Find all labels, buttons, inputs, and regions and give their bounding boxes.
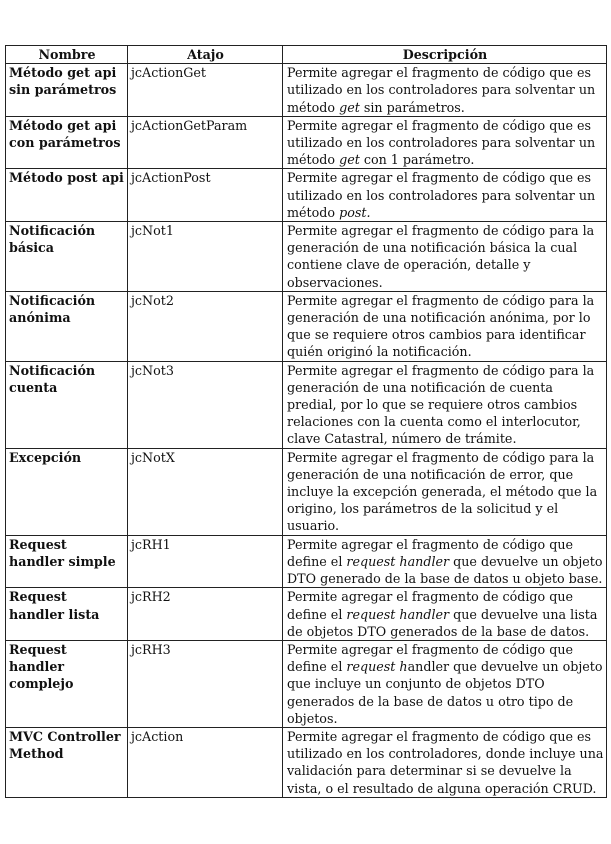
row-description	[283, 640, 607, 727]
table-row	[6, 727, 607, 797]
table-row	[6, 588, 607, 641]
description-italic-text: request handler	[346, 553, 450, 569]
description-text: Permite agregar el fragmento de código que es utilizado en los controladores para solventar un método	[287, 117, 596, 168]
table-row	[6, 169, 607, 222]
row-description	[283, 727, 607, 797]
row-name: Método get api sin parámetros	[6, 64, 128, 117]
row-shortcut: jcAction	[128, 727, 283, 797]
row-name: Notificación cuenta	[6, 361, 128, 448]
table-row	[6, 361, 607, 448]
row-shortcut: jcActionGetParam	[128, 116, 283, 169]
row-description	[283, 222, 607, 292]
table-row	[6, 116, 607, 169]
row-description	[283, 116, 607, 169]
description-text: que devuelve un objeto DTO generado de la base de datos u objeto base.	[287, 553, 603, 587]
row-name: Request handler complejo	[6, 640, 128, 727]
description-text: Permite agregar el fragmento de código para la generación de una notificación de error, que incluye la excepción generada, el método que la origino, los parámetros de la solicitud y el usuario.	[287, 449, 598, 534]
snippets-table	[5, 45, 607, 798]
row-description	[283, 169, 607, 222]
description-text: Permite agregar el fragmento de código que es utilizado en los controladores para solventar un método	[287, 170, 596, 220]
header-shortcut: Atajo	[128, 46, 283, 64]
row-description	[283, 291, 607, 361]
header-row	[6, 46, 607, 64]
description-text: Permite agregar el fragmento de código para la generación de una notificación de cuenta predial, por lo que se requiere otros cambios relaciones con la cuenta como el interlocutor, clave Catastral, número de trámite.	[287, 362, 595, 447]
description-text: Permite agregar el fragmento de código que define el	[287, 589, 574, 622]
table-row	[6, 535, 607, 588]
description-italic-text: get	[339, 99, 360, 115]
row-shortcut: jcRH3	[128, 640, 283, 727]
description-italic-text: request handler	[346, 606, 450, 622]
row-shortcut: jcActionGet	[128, 64, 283, 117]
table-row	[6, 291, 607, 361]
row-description	[283, 64, 607, 117]
row-shortcut: jcRH1	[128, 535, 283, 588]
row-name: Notificación anónima	[6, 291, 128, 361]
row-name: Método post api	[6, 169, 128, 222]
row-description	[283, 588, 607, 641]
header-description: Descripción	[283, 46, 607, 64]
row-shortcut: jcNotX	[128, 448, 283, 535]
row-description	[283, 361, 607, 448]
description-text: andler que devuelve un objeto que incluye un conjunto de objetos DTO generados de la base de datos u otro tipo de objetos.	[287, 659, 603, 726]
row-name: Excepción	[6, 448, 128, 535]
row-shortcut: jcNot2	[128, 291, 283, 361]
description-italic-text: get	[339, 152, 360, 168]
row-shortcut: jcRH2	[128, 588, 283, 641]
table-row	[6, 222, 607, 292]
table-row	[6, 64, 607, 117]
description-text: Permite agregar el fragmento de código que es utilizado en los controladores, donde incluye una validación para determinar si se devuelve la vista, o el resultado de alguna operación CRUD.	[287, 728, 604, 796]
description-text: Permite agregar el fragmento de código que define el	[287, 641, 574, 675]
row-name: Método get api con parámetros	[6, 116, 128, 169]
table-body	[6, 64, 607, 798]
row-name: Request handler simple	[6, 535, 128, 588]
row-shortcut: jcActionPost	[128, 169, 283, 222]
description-text: Permite agregar el fragmento de código para la generación de una notificación anónima, por lo que se requiere otros cambios para identificar quién originó la notificación.	[287, 292, 595, 360]
table-row	[6, 448, 607, 535]
row-name: MVC Controller Method	[6, 727, 128, 797]
description-italic-text: request h	[346, 659, 408, 675]
row-description	[283, 535, 607, 588]
row-name: Request handler lista	[6, 588, 128, 641]
description-text: sin parámetros.	[359, 99, 465, 115]
row-name: Notificación básica	[6, 222, 128, 292]
row-shortcut: jcNot1	[128, 222, 283, 292]
row-shortcut: jcNot3	[128, 361, 283, 448]
description-text: con 1 parámetro.	[359, 152, 475, 168]
description-text: Permite agregar el fragmento de código que es utilizado en los controladores para solventar un método	[287, 65, 596, 115]
header-name: Nombre	[6, 46, 128, 64]
description-text: que devuelve una lista de objetos DTO generados de la base de datos.	[287, 606, 598, 639]
table-row	[6, 640, 607, 727]
description-text: Permite agregar el fragmento de código que define el	[287, 536, 574, 569]
description-italic-text: post.	[339, 204, 371, 220]
description-text: Permite agregar el fragmento de código para la generación de una notificación básica la cual contiene clave de operación, detalle y observaciones.	[287, 223, 595, 290]
row-description	[283, 448, 607, 535]
